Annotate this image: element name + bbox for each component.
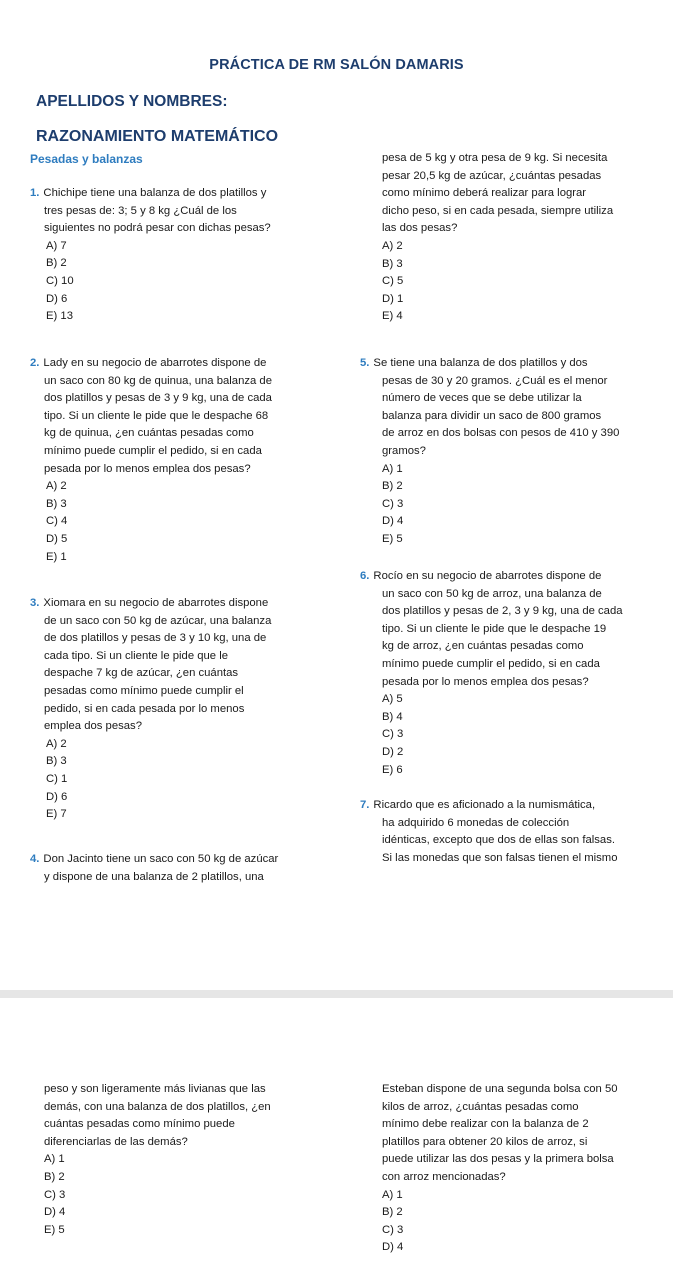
question-4-continued: pesa de 5 kg y otra pesa de 9 kg. Si necesita pesar 20,5 kg de azúcar, ¿cuántas pesadas como mínimo deberá realizar para lograr dicho peso, si en cada pesada, siempre utiliza las dos pesas? A) 2 B) 3 C) 5 D) 1 E) 4 xyxy=(382,150,646,326)
option-a: A) 5 xyxy=(382,693,403,706)
option-c: C) 3 xyxy=(382,728,404,741)
question-number: 1. xyxy=(30,187,40,199)
option-e: E) 6 xyxy=(382,763,403,776)
page-separator xyxy=(0,990,673,998)
option-a: A) 1 xyxy=(44,1153,65,1166)
option-b: B) 3 xyxy=(46,497,67,510)
section-heading: RAZONAMIENTO MATEMÁTICO xyxy=(36,128,279,145)
option-d: D) 1 xyxy=(382,292,404,305)
question-stem: 1. Chichipe tiene una balanza de dos platillos y tres pesas de: 3; 5 y 8 kg ¿Cuál de los siguientes no podrá pesar con dichas pesas? xyxy=(30,187,271,235)
question-5: 5. Se tiene una balanza de dos platillos y dos pesas de 30 y 20 gramos. ¿Cuál es el menor número de veces que se debe utilizar la balanza para dividir un saco de 800 gramos de arroz en dos bolsas con pesos de 410 y 390 gramos? A) 1 B) 2 C) 3 D) 4 E) 5 xyxy=(360,355,650,549)
question-1 xyxy=(30,185,322,326)
worksheet-page-2 xyxy=(0,998,673,1280)
page-title: PRÁCTICA DE RM SALÓN DAMARIS xyxy=(209,57,464,73)
option-b: B) 2 xyxy=(44,1170,65,1183)
option-a: A) 7 xyxy=(46,239,67,252)
question-number: 3. xyxy=(30,597,40,609)
option-c: C) 1 xyxy=(46,772,68,785)
option-b: B) 2 xyxy=(46,257,67,270)
option-a: A) 1 xyxy=(382,1188,403,1201)
option-c: C) 3 xyxy=(382,497,404,510)
question-2: 2. Lady en su negocio de abarrotes dispone de un saco con 80 kg de quinua, una balanza de dos platillos y pesas de 3 y 9 kg, una de cada tipo. Si un cliente le pide que le despache 68 kg de quinua, ¿en cuántas pesadas como mínimo puede cumplir el pedido, si en cada pesada por lo menos emplea dos pesas? A) 2 B) 3 C) 4 D) 5 E) 1 xyxy=(30,355,322,566)
topic-heading: Pesadas y balanzas xyxy=(30,152,143,166)
option-b: B) 3 xyxy=(382,257,403,270)
option-d: D) 2 xyxy=(382,745,404,758)
option-b: B) 3 xyxy=(46,755,67,768)
question-number: 2. xyxy=(30,357,40,369)
option-e: E) 7 xyxy=(46,808,67,821)
option-e: E) 1 xyxy=(46,550,67,563)
question-4: 4. Don Jacinto tiene un saco con 50 kg de azúcar y dispone de una balanza de 2 platillos, una xyxy=(30,853,279,883)
name-field-label: APELLIDOS Y NOMBRES: xyxy=(36,93,228,110)
option-e: E) 5 xyxy=(44,1223,65,1236)
option-d: D) 5 xyxy=(46,532,68,545)
option-c: C) 3 xyxy=(382,1223,404,1236)
option-c: C) 3 xyxy=(44,1188,66,1201)
question-8-continued: Esteban dispone de una segunda bolsa con 50 kilos de arroz, ¿cuántas pesadas como mínimo debe realizar con la balanza de 2 platillos para obtener 20 kilos de arroz, si puede utilizar las dos pesas y la primera bolsa con arroz mencionadas? A) 1 B) 2 C) 3 D) 4 xyxy=(382,1081,646,1257)
question-number: 6. xyxy=(360,570,370,582)
option-b: B) 2 xyxy=(382,1206,403,1219)
option-e: E) 5 xyxy=(382,532,403,545)
option-e: E) 4 xyxy=(382,310,403,323)
option-b: B) 2 xyxy=(382,480,403,493)
question-number: 7. xyxy=(360,799,370,811)
option-d: D) 4 xyxy=(382,515,404,528)
question-7-continued: peso y son ligeramente más livianas que las demás, con una balanza de dos platillos, ¿en cuántas pesadas como mínimo puede diferenciarlas de las demás? A) 1 B) 2 C) 3 D) 4 E) 5 xyxy=(44,1081,324,1239)
option-c: C) 10 xyxy=(46,274,74,287)
option-d: D) 4 xyxy=(382,1241,404,1254)
question-7: 7. Ricardo que es aficionado a la numismática, ha adquirido 6 monedas de colección idénticas, excepto que dos de ellas son falsas. Si las monedas que son falsas tienen el mismo xyxy=(360,799,618,864)
option-b: B) 4 xyxy=(382,710,403,723)
option-a: A) 2 xyxy=(46,480,67,493)
option-d: D) 4 xyxy=(44,1206,66,1219)
option-d: D) 6 xyxy=(46,790,68,803)
option-e: E) 13 xyxy=(46,310,74,323)
option-c: C) 5 xyxy=(382,275,404,288)
option-c: C) 4 xyxy=(46,515,68,528)
question-3: 3. Xiomara en su negocio de abarrotes dispone de un saco con 50 kg de azúcar, una balanza de dos platillos y pesas de 3 y 10 kg, una de cada tipo. Si un cliente le pide que le despache 7 kg de azúcar, ¿en cuántas pesadas como mínimo puede cumplir el pedido, si en cada pesada por lo menos emplea dos pesas? A) 2 B) 3 C) 1 D) 6 E) 7 xyxy=(30,595,322,824)
question-6: 6. Rocío en su negocio de abarrotes dispone de un saco con 50 kg de arroz, una balanza de dos platillos y pesas de 2, 3 y 9 kg, una de cada tipo. Si un cliente le pide que le despache 19 kg de arroz, ¿en cuántas pesadas como mínimo puede cumplir el pedido, si en cada pesada por lo menos emplea dos pesas? A) 5 B) 4 C) 3 D) 2 E) 6 xyxy=(360,568,650,779)
option-a: A) 2 xyxy=(46,737,67,750)
question-number: 5. xyxy=(360,357,370,369)
question-number: 4. xyxy=(30,853,40,865)
option-d: D) 6 xyxy=(46,292,68,305)
option-a: A) 2 xyxy=(382,239,403,252)
option-a: A) 1 xyxy=(382,462,403,475)
